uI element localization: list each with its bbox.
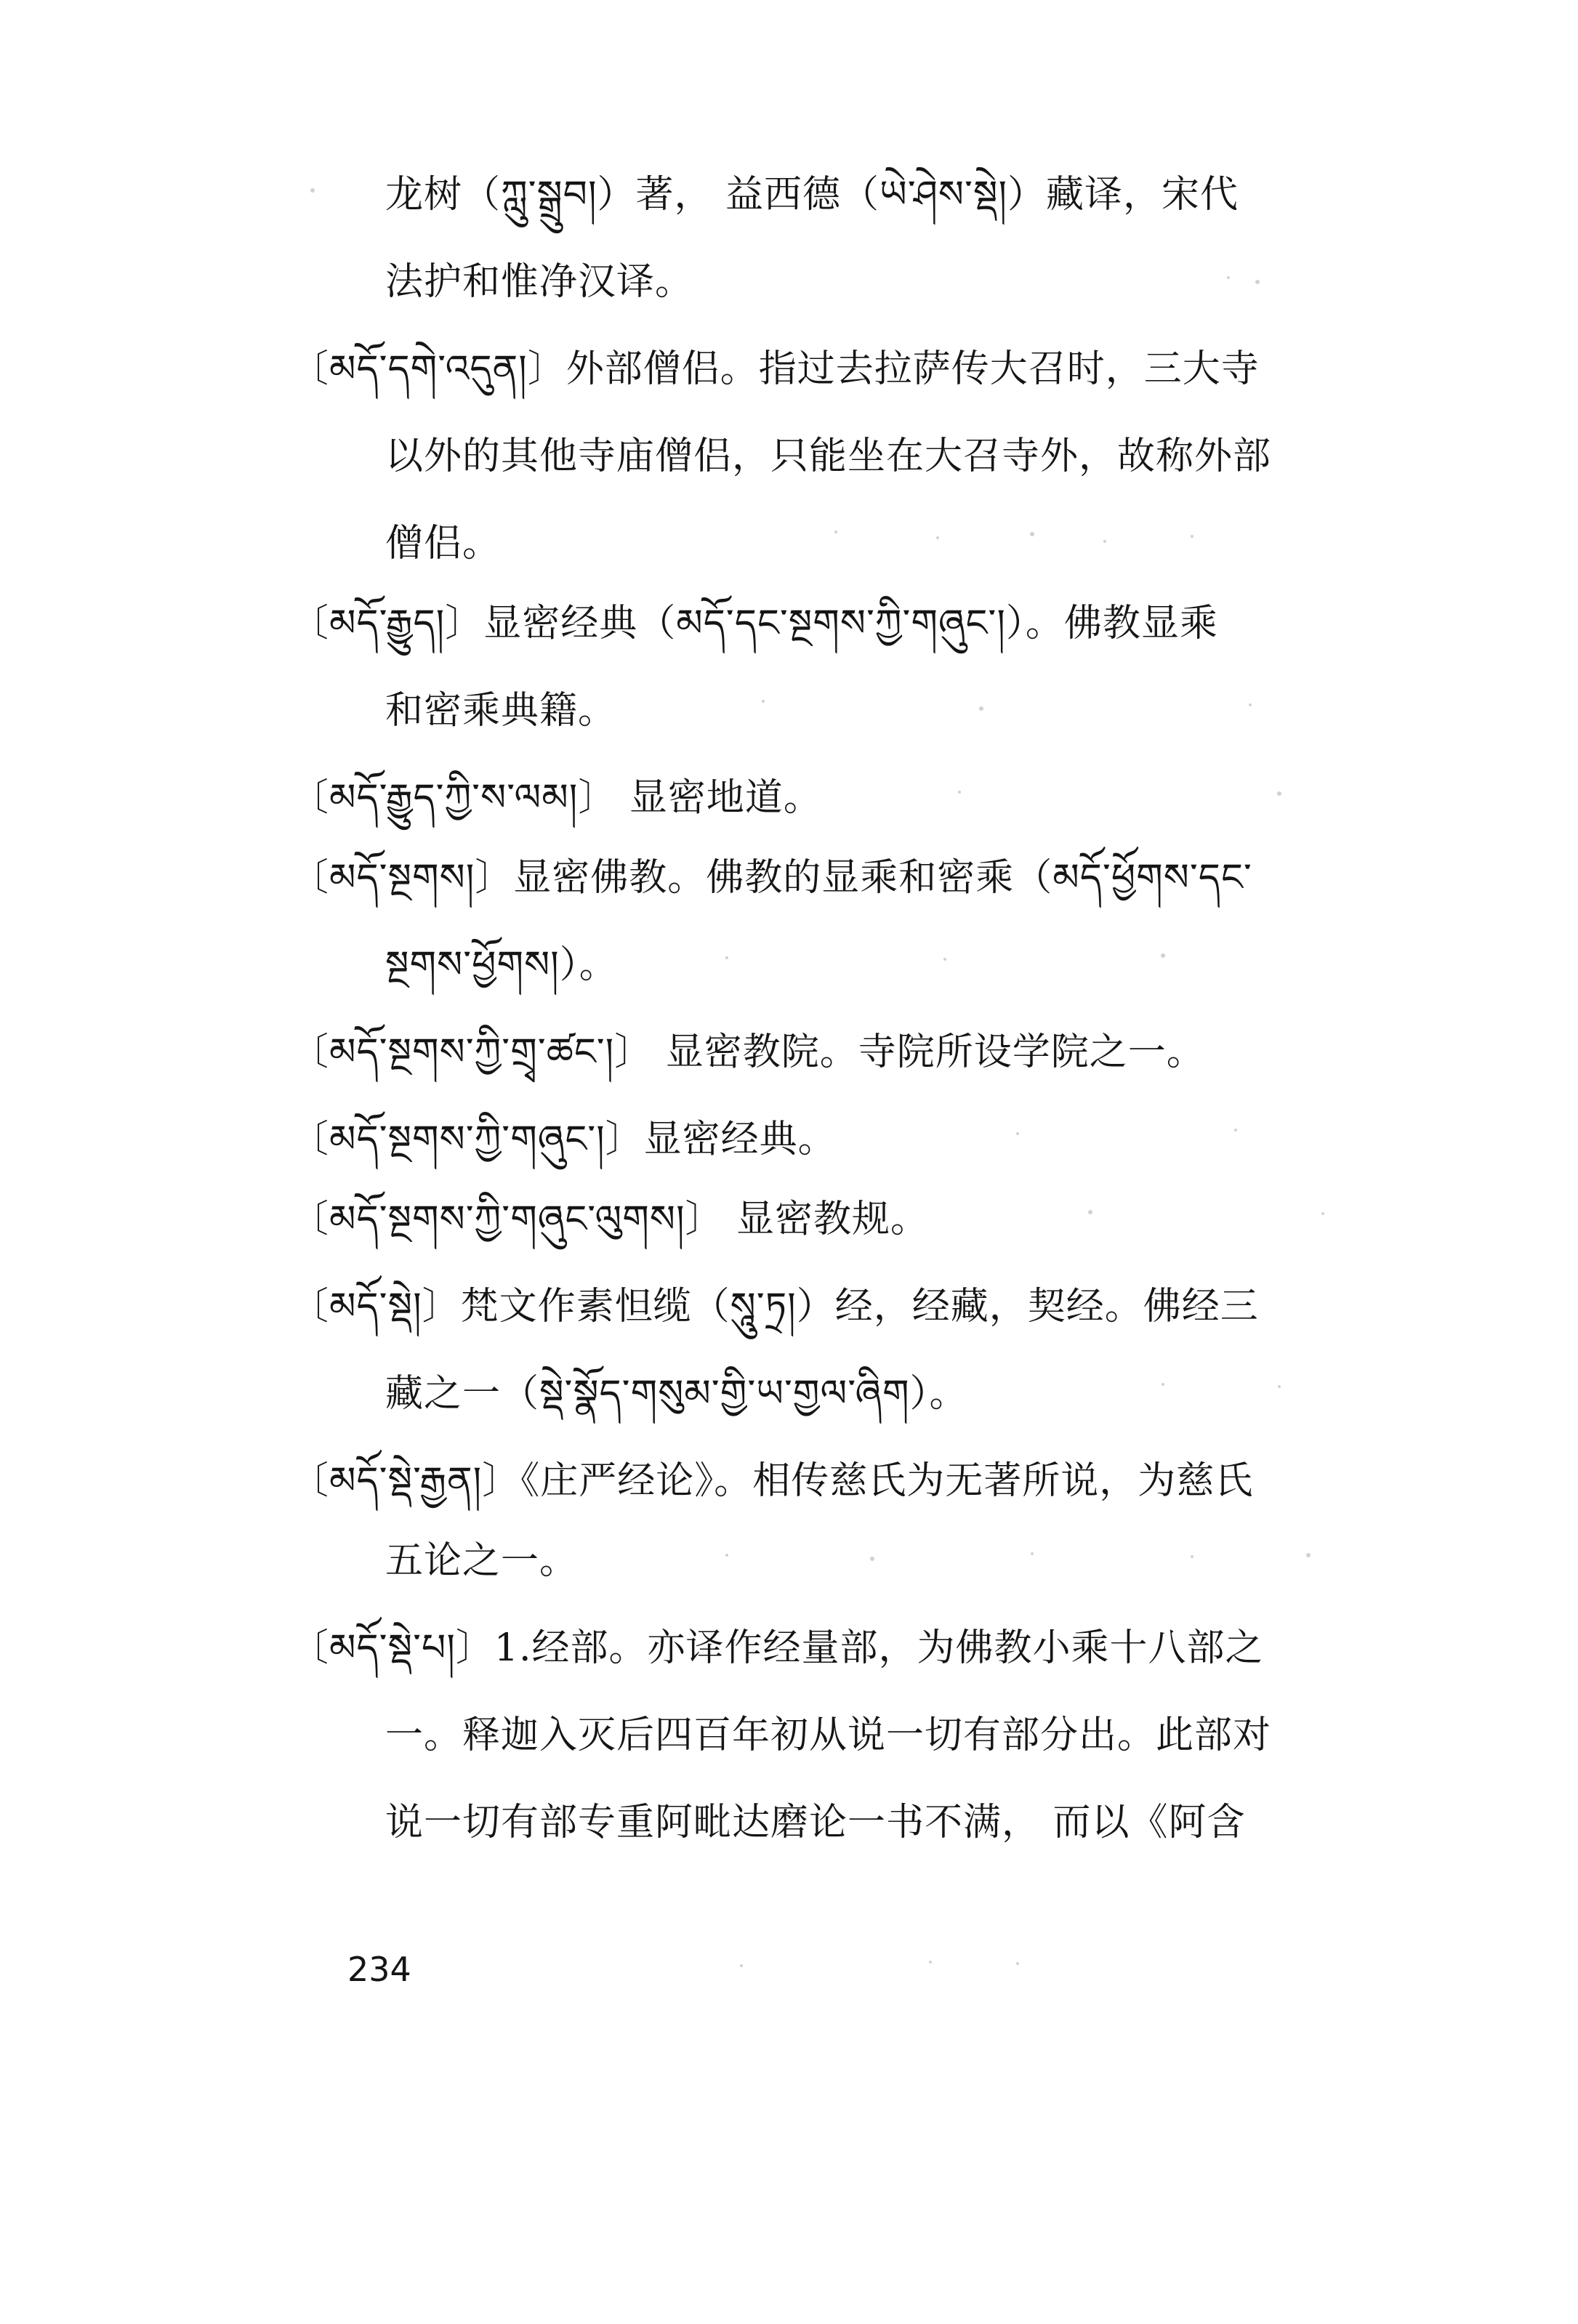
- text-line: 僧侣。: [385, 522, 502, 565]
- text-line: 〔མདོ་སྔགས་ཀྱི་གཞུང་ལུགས།〕 显密教规。: [291, 1198, 930, 1241]
- text-line: 龙树（ཀླུ་སྒྲུབ།）著， 益西德（ཡེ་ཤེས་སྡེ།）藏译，宋代: [385, 173, 1239, 217]
- text-line: 〔མདོ་རྒྱུད།〕显密经典（མདོ་དང་སྔགས་ཀྱི་གཞུང་།）。佛教显乘: [291, 602, 1218, 645]
- text-line: 藏之一（སྡེ་སྣོད་གསུམ་གྱི་ཡ་གྱལ་ཞིག）。: [385, 1372, 968, 1416]
- text-line: 一。释迦入灭后四百年初从说一切有部分出。此部对: [385, 1714, 1272, 1757]
- text-line: 〔མདོ་དགེ་འདུན།〕外部僧侣。指过去拉萨传大召时，三大寺: [291, 347, 1260, 391]
- text-line: སྔགས་ཕྱོགས།）。: [385, 943, 618, 987]
- text-line: 〔མདོ་རྒྱུད་ཀྱི་ས་ལམ།〕 显密地道。: [291, 776, 822, 820]
- text-line: 〔མདོ་སྡེ།〕梵文作素怛缆（སཱུ་ཏྲ།）经，经藏，契经。佛经三: [291, 1285, 1259, 1328]
- text-line: 五论之一。: [385, 1539, 579, 1583]
- text-line: 〔མདོ་སྡེ་རྒྱན།〕《庄严经论》。相传慈氏为无著所说，为慈氏: [291, 1459, 1254, 1503]
- page-number: 234: [347, 1950, 411, 1989]
- text-line: 和密乘典籍。: [385, 689, 617, 733]
- text-line: 说一切有部专重阿毗达磨论一书不满， 而以《阿含: [385, 1801, 1246, 1844]
- text-line: 〔མདོ་སྡེ་པ།〕1.经部。亦译作经量部，为佛教小乘十八部之: [291, 1626, 1264, 1670]
- text-line: 〔མདོ་སྔགས་ཀྱི་གྲྭ་ཚང་།〕 显密教院。寺院所设学院之一。: [291, 1030, 1205, 1074]
- text-line: 法护和惟净汉译。: [385, 260, 694, 304]
- text-line: 〔མདོ་སྔགས་ཀྱི་གཞུང་།〕显密经典。: [291, 1118, 837, 1161]
- text-line: 以外的其他寺庙僧侣，只能坐在大召寺外，故称外部: [385, 435, 1272, 478]
- text-line: 〔མདོ་སྔགས།〕显密佛教。佛教的显乘和密乘（མདོ་ཕྱོགས་དང་: [291, 856, 1252, 900]
